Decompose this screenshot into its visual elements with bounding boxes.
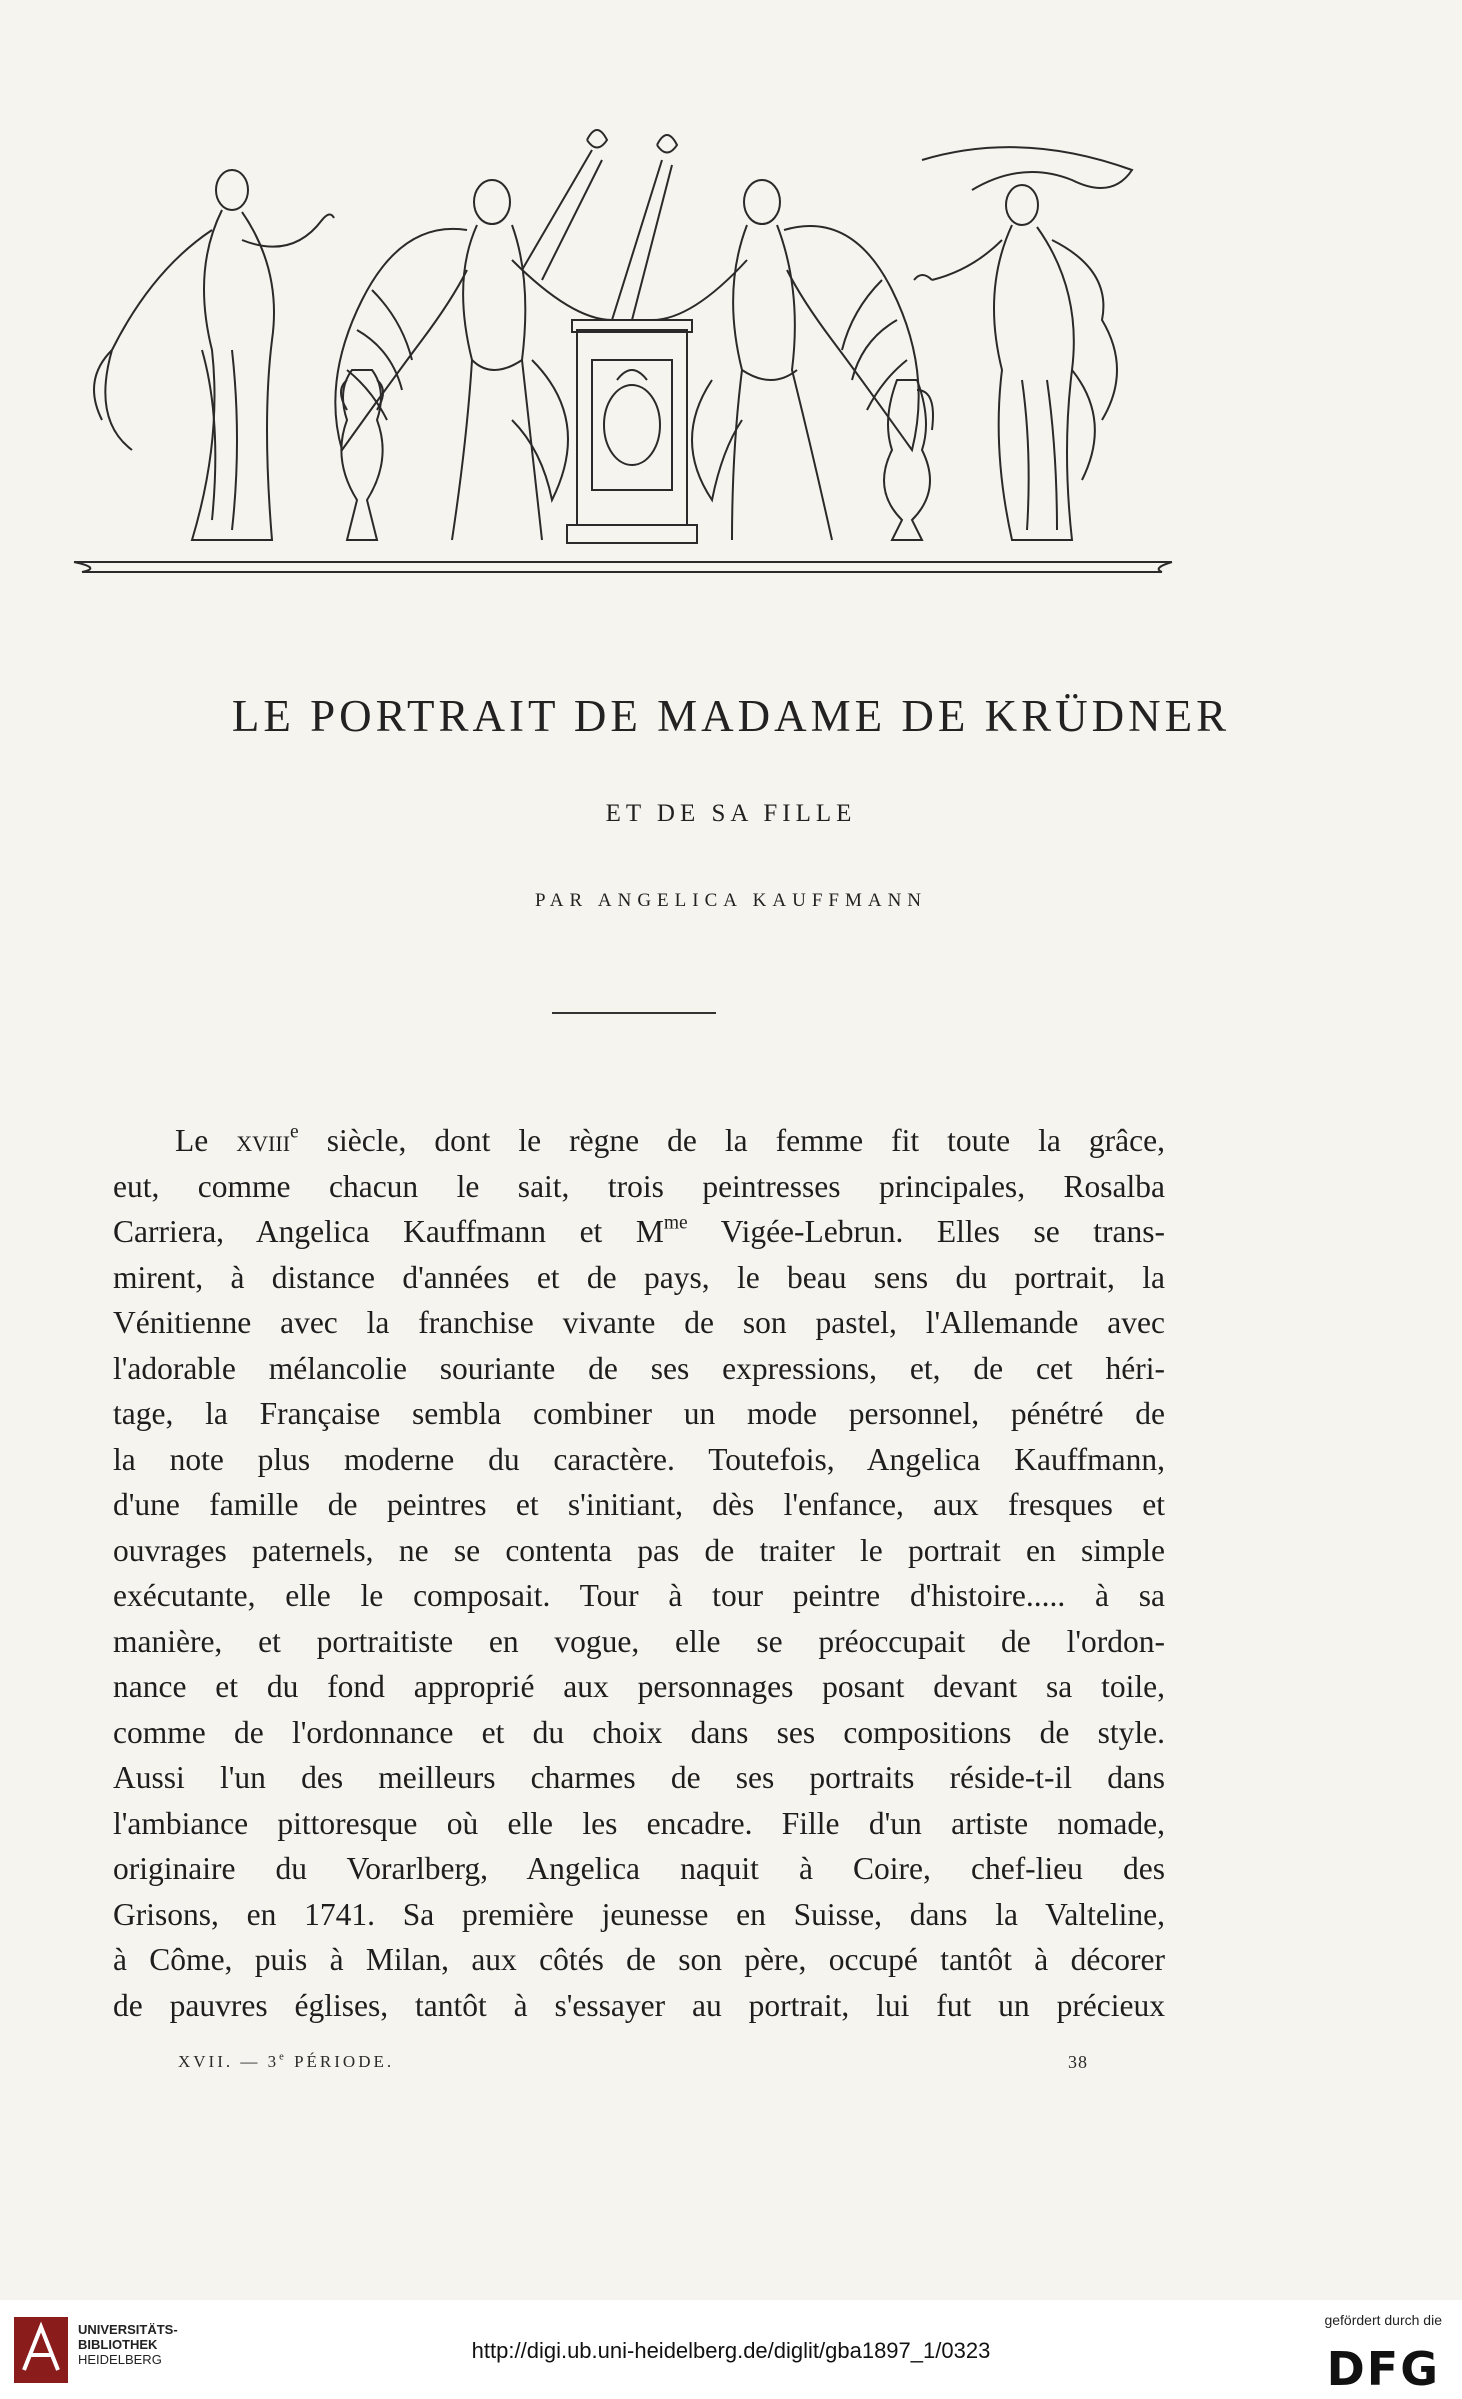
text-line: comme de l'ordonnance et du choix dans ses compositions de style. — [113, 1714, 1165, 1750]
text-line: l'ambiance pittoresque où elle les encadre. Fille d'un artiste nomade, — [113, 1805, 1165, 1841]
engraved-vignette-image — [72, 120, 1180, 590]
text-line: eut, comme chacun le sait, trois peintresses principales, Rosalba — [113, 1168, 1165, 1204]
dfg-logo: DFG — [1326, 2342, 1440, 2396]
text-line: originaire du Vorarlberg, Angelica naquit à Coire, chef-lieu des — [113, 1851, 1165, 1886]
title-divider — [552, 1012, 716, 1014]
text-line: la note plus moderne du caractère. Toutefois, Angelica Kauffmann, — [113, 1441, 1165, 1477]
permalink-url[interactable]: http://digi.ub.uni-heidelberg.de/diglit/gba1897_1/0323 — [471, 2338, 991, 2363]
article-subtitle: ET DE SA FILLE — [605, 800, 857, 827]
text-line: Carriera, Angelica Kauffmann et $M^{me}$ Vigée-Lebrun. Elles se trans- — [113, 1212, 1165, 1249]
library-footer-bar — [0, 2300, 1462, 2399]
body-paragraph — [113, 1118, 1165, 2028]
text-line: exécutante, elle le composait. Tour à tour peintre d'histoire..... à sa — [113, 1578, 1165, 1613]
volume-period: XVII. — 3e PÉRIODE. — [178, 2051, 395, 2071]
text-line: manière, et portraitiste en vogue, elle se préoccupait de l'ordon- — [113, 1623, 1165, 1659]
text-line: Aussi l'un des meilleurs charmes de ses portraits réside-t-il dans — [113, 1760, 1165, 1795]
text-line: tage, la Française sembla combiner un mode personnel, pénétré de — [113, 1396, 1165, 1431]
text-line: de pauvres églises, tantôt à s'essayer au portrait, lui fut un précieux — [113, 1987, 1165, 2023]
text-line: nance et du fond approprié aux personnages posant devant sa toile, — [113, 1669, 1165, 1704]
text-line: mirent, à distance d'années et de pays, le beau sens du portrait, la — [113, 1259, 1165, 1295]
text-line: Vénitienne avec la franchise vivante de son pastel, l'Allemande avec — [113, 1305, 1165, 1340]
text-line: Le xviii$^e$ siècle, dont le règne de la femme fit toute la grâce, — [175, 1121, 1165, 1158]
text-line: ouvrages paternels, ne se contenta pas de traiter le portrait en simple — [113, 1532, 1165, 1568]
funding-caption: gefördert durch die — [1324, 2312, 1442, 2328]
text-line: à Côme, puis à Milan, aux côtés de son père, occupé tantôt à décorer — [113, 1942, 1165, 1977]
text-line: l'adorable mélancolie souriante de ses expressions, et, de cet héri- — [113, 1350, 1165, 1386]
text-line: d'une famille de peintres et s'initiant, dès l'enfance, aux fresques et — [113, 1487, 1165, 1522]
text-line: Grisons, en 1741. Sa première jeunesse en Suisse, dans la Valteline, — [113, 1896, 1165, 1932]
article-byline: PAR ANGELICA KAUFFMANN — [534, 890, 928, 911]
institution-name: UNIVERSITÄTS- BIBLIOTHEK HEIDELBERG — [78, 2322, 178, 2367]
article-title: LE PORTRAIT DE MADAME DE KRÜDNER — [231, 691, 1231, 741]
page-number: 38 — [1068, 2052, 1088, 2072]
